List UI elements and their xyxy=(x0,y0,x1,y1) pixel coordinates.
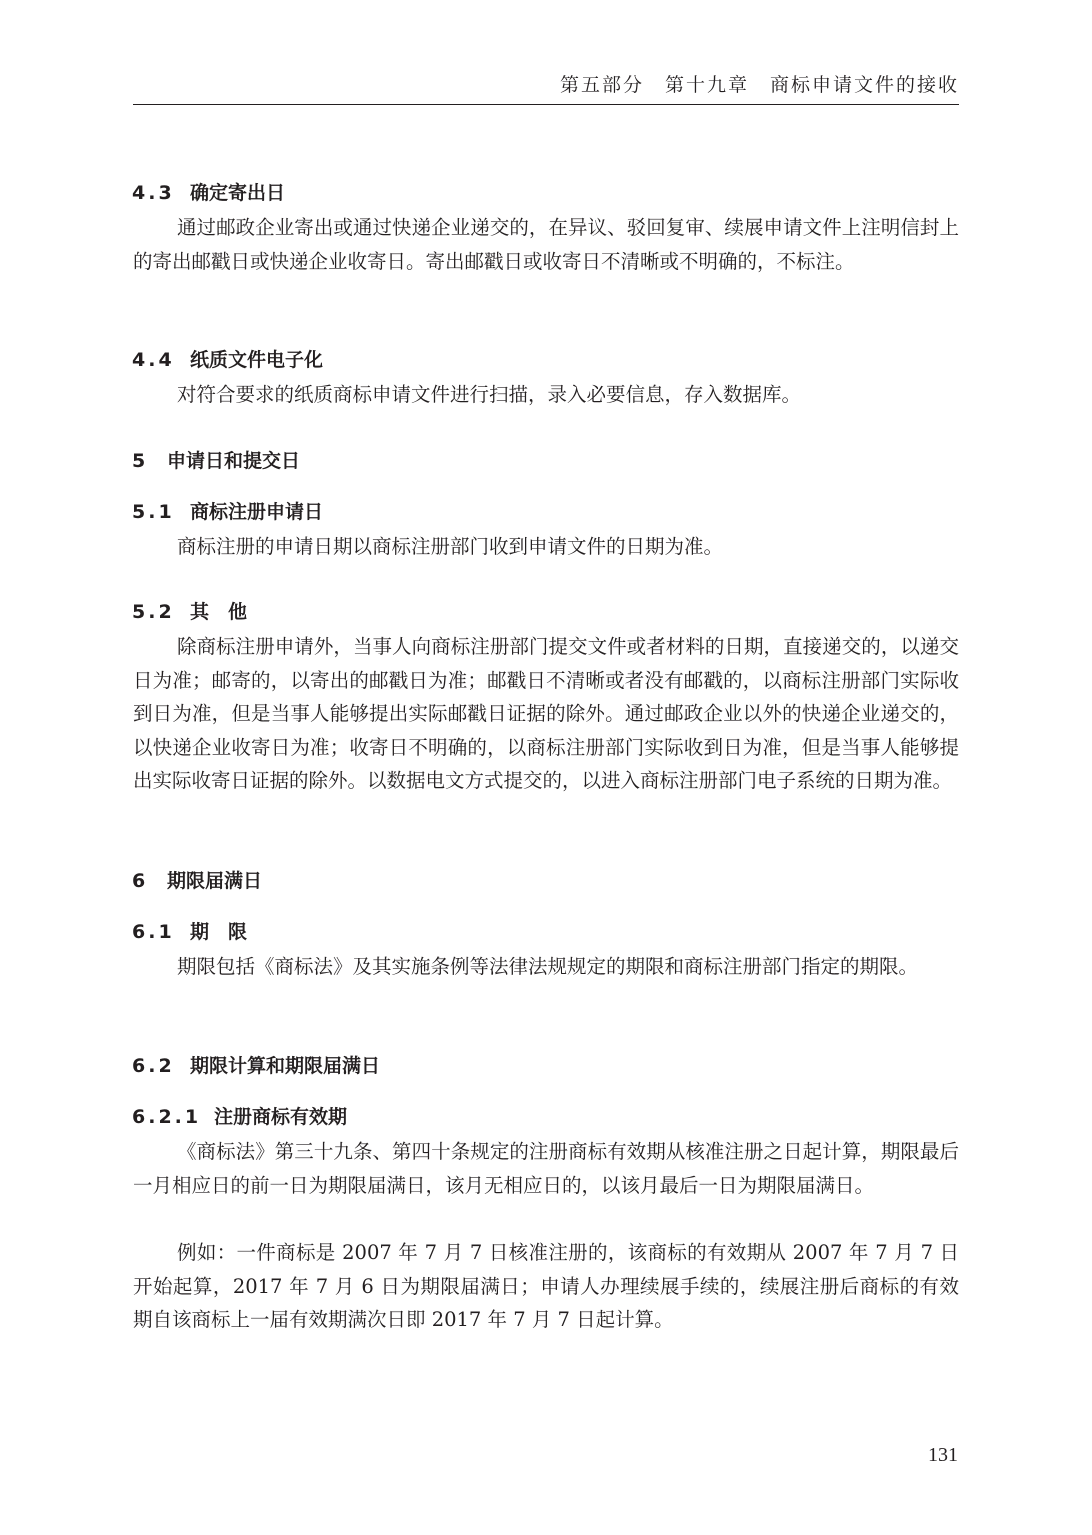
section-heading-6-1 xyxy=(132,917,247,947)
paragraph: 商标注册的申请日期以商标注册部门收到申请文件的日期为准。 xyxy=(177,535,724,558)
paragraph: 除商标注册申请外，当事人向商标注册部门提交文件或者材料的日期，直接递交的，以递交日为准；邮寄的，以寄出的邮戳日为准；邮戳日不清晰或者没有邮戳的，以商标注册部门实际收到日为准，但是当事人能够提出实际邮戳日证据的除外。通过邮政企业以外的快递企业递交的，以快递企业收寄日为准；收寄日不明确的，以商标注册部门实际收到日为准，但是当事人能够提出实际收寄日证据的除外。以数据电文方式提交的，以进入商标注册部门电子系统的日期为准。 xyxy=(133,635,959,792)
section-number: 5.2 xyxy=(132,601,175,623)
section-heading-4-3 xyxy=(132,178,285,208)
section-heading-5-2 xyxy=(132,597,247,627)
section-number: 4.4 xyxy=(132,349,175,371)
section-heading-4-4 xyxy=(132,345,323,375)
header-rule xyxy=(133,104,959,105)
paragraph: 例如：一件商标是 2007 年 7 月 7 日核准注册的，该商标的有效期从 2007 年 7 月 7 日开始起算，2017 年 7 月 6 日为期限届满日；申请人办理续展手续的，续展注册后商标的有效期自该商标上一届有效期满次日即 2017 年 7 月 7 日起计算。 xyxy=(133,1241,959,1331)
section-heading-5 xyxy=(132,446,300,476)
section-title: 商标注册申请日 xyxy=(190,501,324,523)
section-title: 期限届满日 xyxy=(167,870,263,892)
page-number: 131 xyxy=(928,1444,958,1466)
section-number: 5.1 xyxy=(132,501,175,523)
section-title: 期限计算和期限届满日 xyxy=(190,1055,381,1077)
section-heading-6-2-1 xyxy=(132,1102,347,1132)
section-number: 4.3 xyxy=(132,182,175,204)
section-number: 6.2.1 xyxy=(132,1106,202,1128)
section-number: 5 xyxy=(132,450,149,472)
running-header: 第五部分 第十九章 商标申请文件的接收 xyxy=(559,74,959,96)
section-heading-6 xyxy=(132,866,262,896)
section-title: 其 他 xyxy=(190,601,248,623)
section-title: 注册商标有效期 xyxy=(214,1106,348,1128)
section-title: 纸质文件电子化 xyxy=(190,349,324,371)
paragraph: 通过邮政企业寄出或通过快递企业递交的，在异议、驳回复审、续展申请文件上注明信封上的寄出邮戳日或快递企业收寄日。寄出邮戳日或收寄日不清晰或不明确的，不标注。 xyxy=(133,216,959,273)
paragraph: 期限包括《商标法》及其实施条例等法律法规规定的期限和商标注册部门指定的期限。 xyxy=(177,955,919,978)
section-title: 期 限 xyxy=(190,921,248,943)
paragraph: 对符合要求的纸质商标申请文件进行扫描，录入必要信息，存入数据库。 xyxy=(177,383,802,406)
section-heading-5-1 xyxy=(132,497,323,527)
section-number: 6 xyxy=(132,870,149,892)
section-heading-6-2 xyxy=(132,1051,380,1081)
section-title: 确定寄出日 xyxy=(190,182,286,204)
section-title: 申请日和提交日 xyxy=(167,450,301,472)
section-number: 6.2 xyxy=(132,1055,175,1077)
section-number: 6.1 xyxy=(132,921,175,943)
paragraph: 《商标法》第三十九条、第四十条规定的注册商标有效期从核准注册之日起计算，期限最后一月相应日的前一日为期限届满日，该月无相应日的，以该月最后一日为期限届满日。 xyxy=(133,1140,959,1197)
